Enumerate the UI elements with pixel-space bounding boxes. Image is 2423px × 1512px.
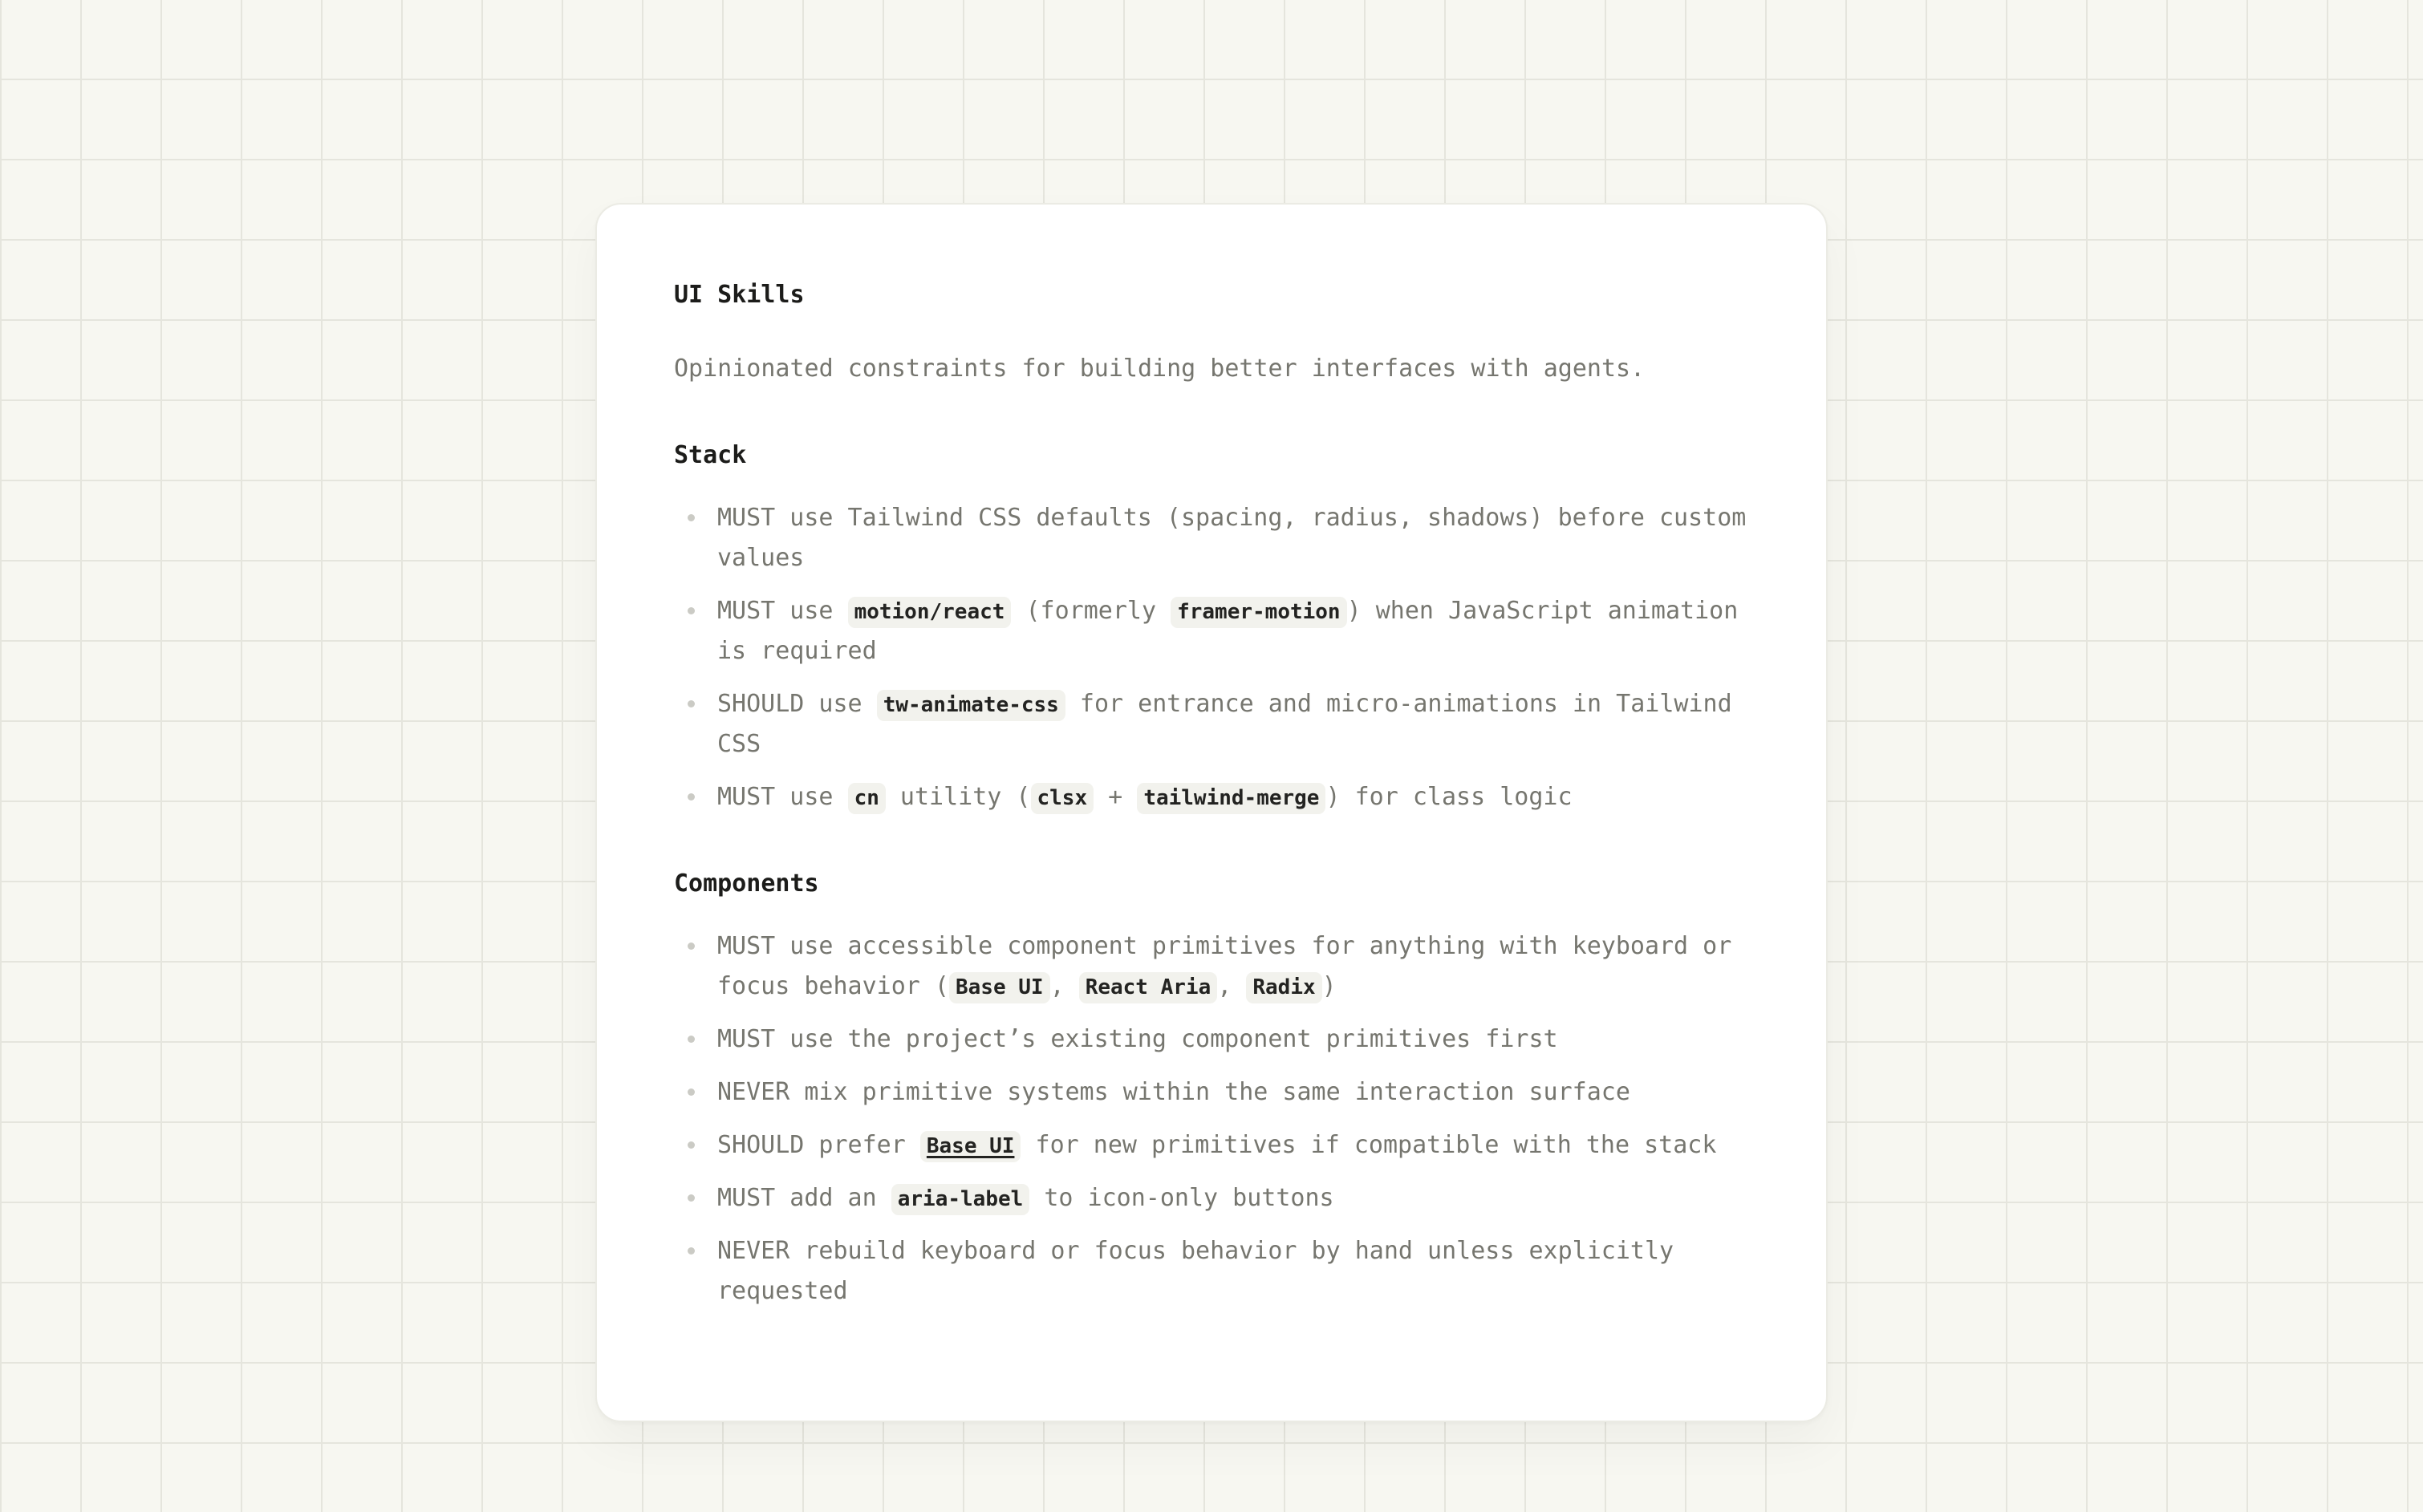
rule-item <box>674 684 1752 764</box>
rule-item <box>674 591 1752 671</box>
rule-item <box>674 498 1752 578</box>
code-chip: clsx <box>1031 783 1094 814</box>
sections-container <box>674 436 1752 1311</box>
rule-item <box>674 777 1752 817</box>
code-chip: Base UI <box>949 972 1050 1003</box>
rule-item <box>674 1231 1752 1311</box>
code-chip: tw-animate-css <box>877 690 1065 721</box>
code-chip-link[interactable]: Base UI <box>920 1131 1021 1162</box>
rule-item <box>674 1072 1752 1113</box>
rule-text: + <box>1094 783 1138 811</box>
rule-text: SHOULD use <box>717 690 877 718</box>
code-chip: motion/react <box>848 597 1012 628</box>
section-heading: Components <box>674 870 819 898</box>
rule-text: ) <box>1321 972 1337 1000</box>
code-chip: framer-motion <box>1171 597 1347 628</box>
page-subtitle: Opinionated constraints for building better interfaces with agents. <box>674 355 1646 383</box>
rule-text: (formerly <box>1011 597 1171 625</box>
rule-text: MUST add an <box>717 1184 891 1212</box>
rule-item <box>674 1178 1752 1218</box>
page-background <box>0 203 2423 1512</box>
code-chip: cn <box>848 783 886 814</box>
rule-text: ) for class logic <box>1325 783 1573 811</box>
section-heading: Stack <box>674 441 747 469</box>
rule-text: ) when JavaScript animation is required <box>717 597 1739 665</box>
rule-text: NEVER rebuild keyboard or focus behavior by hand unless explicitly requested <box>717 1237 1674 1305</box>
code-chip: Radix <box>1246 972 1321 1003</box>
rule-text: to icon-only buttons <box>1029 1184 1334 1212</box>
rule-text: utility ( <box>885 783 1031 811</box>
rule-item <box>674 926 1752 1007</box>
rule-text: , <box>1217 972 1247 1000</box>
rule-text: MUST use <box>717 783 848 811</box>
rule-text: MUST use <box>717 597 848 625</box>
rule-text: , <box>1049 972 1079 1000</box>
code-chip: aria-label <box>891 1184 1030 1215</box>
code-chip: React Aria <box>1079 972 1218 1003</box>
content-card <box>595 203 1828 1422</box>
rule-text: for new primitives if compatible with the stack <box>1021 1131 1717 1159</box>
page-title: UI Skills <box>674 281 805 309</box>
rule-text: for entrance and micro-animations in Tailwind CSS <box>717 690 1732 758</box>
code-chip: tailwind-merge <box>1137 783 1325 814</box>
rule-text: NEVER mix primitive systems within the same interaction surface <box>717 1078 1630 1106</box>
rule-text: SHOULD prefer <box>717 1131 920 1159</box>
rule-item <box>674 1019 1752 1060</box>
rule-list <box>674 926 1752 1311</box>
rule-item <box>674 1125 1752 1165</box>
rule-text: MUST use accessible component primitives for anything with keyboard or focus behavior ( <box>717 932 1732 1000</box>
rule-text: MUST use Tailwind CSS defaults (spacing, radius, shadows) before custom values <box>717 504 1747 572</box>
rule-list <box>674 498 1752 817</box>
rule-text: MUST use the project’s existing component primitives first <box>717 1025 1558 1053</box>
